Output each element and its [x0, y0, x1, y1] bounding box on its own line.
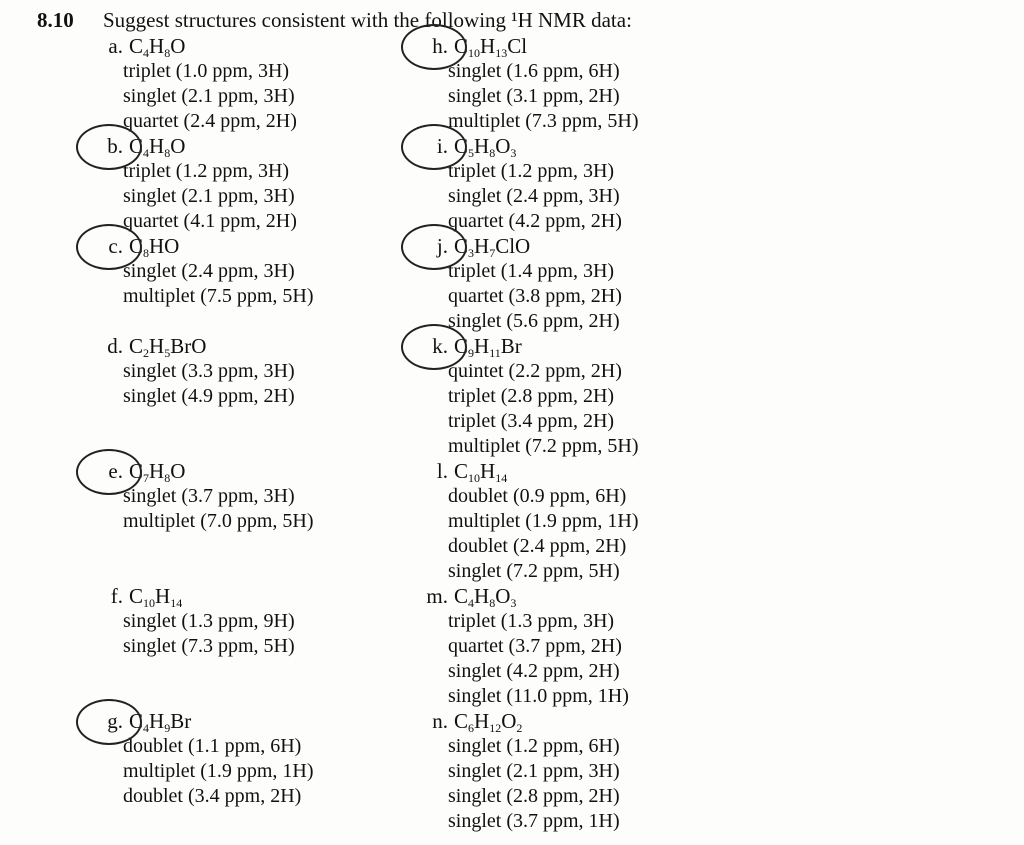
nmr-signal: singlet (3.3 ppm, 3H): [123, 360, 295, 382]
nmr-signal: multiplet (7.0 ppm, 5H): [123, 510, 314, 532]
molecular-formula: $C_6H_{12}O_2$: [454, 709, 523, 735]
nmr-signal: singlet (2.1 ppm, 3H): [123, 185, 295, 207]
problem-i: [415, 134, 622, 234]
molecular-formula: $C_9H_{11}Br$: [454, 334, 522, 360]
nmr-signal: singlet (3.7 ppm, 3H): [123, 485, 295, 507]
problem-n-header: [415, 709, 620, 734]
problem-c: [90, 234, 314, 309]
nmr-signal: quintet (2.2 ppm, 2H): [448, 360, 622, 382]
problem-number: 8.10: [37, 8, 74, 32]
nmr-signal: singlet (2.4 ppm, 3H): [448, 185, 620, 207]
nmr-signal: doublet (1.1 ppm, 6H): [123, 735, 302, 757]
problem-label: i.: [436, 134, 448, 158]
problem-f-header: [90, 584, 295, 609]
problem-g-header: [90, 709, 314, 734]
problem-e-header: [90, 459, 314, 484]
molecular-formula: $C_{10}H_{14}$: [129, 584, 183, 610]
problem-i-header: [415, 134, 622, 159]
problem-e: [90, 459, 314, 534]
nmr-signal: quartet (2.4 ppm, 2H): [123, 110, 297, 132]
nmr-signal: singlet (4.9 ppm, 2H): [123, 385, 295, 407]
nmr-signal: multiplet (7.2 ppm, 5H): [448, 435, 639, 457]
problem-j-header: [415, 234, 622, 259]
problem-h-header: [415, 34, 639, 59]
problem-label: d.: [107, 334, 123, 358]
nmr-signal: triplet (1.3 ppm, 3H): [448, 610, 615, 632]
nmr-signal: singlet (3.7 ppm, 1H): [448, 810, 620, 832]
problem-label: g.: [107, 709, 123, 733]
nmr-signal: singlet (1.6 ppm, 6H): [448, 60, 620, 82]
nmr-signal: doublet (2.4 ppm, 2H): [448, 535, 627, 557]
problem-k-header: [415, 334, 639, 359]
nmr-signal: singlet (1.2 ppm, 6H): [448, 735, 620, 757]
problem-l: [415, 459, 639, 584]
nmr-signal: multiplet (7.5 ppm, 5H): [123, 285, 314, 307]
problem-n: [415, 709, 620, 834]
nmr-signal: triplet (1.2 ppm, 3H): [448, 160, 615, 182]
problem-c-header: [90, 234, 314, 259]
molecular-formula: $C_{10}H_{13}Cl$: [454, 34, 528, 60]
nmr-signal: singlet (7.3 ppm, 5H): [123, 635, 295, 657]
nmr-signal: doublet (0.9 ppm, 6H): [448, 485, 627, 507]
nmr-signal: singlet (3.1 ppm, 2H): [448, 85, 620, 107]
problem-label: l.: [436, 459, 448, 483]
nmr-signal: quartet (3.7 ppm, 2H): [448, 635, 622, 657]
nmr-signal: singlet (7.2 ppm, 5H): [448, 560, 620, 582]
problem-k: [415, 334, 639, 459]
problem-d: [90, 334, 295, 409]
molecular-formula: $C_2H_5BrO$: [129, 334, 207, 360]
molecular-formula: $C_{10}H_{14}$: [454, 459, 508, 485]
problem-label: m.: [426, 584, 448, 608]
problem-b-header: [90, 134, 297, 159]
nmr-signal: triplet (1.0 ppm, 3H): [123, 60, 290, 82]
nmr-signal: singlet (4.2 ppm, 2H): [448, 660, 620, 682]
problem-g: [90, 709, 314, 809]
nmr-signal: multiplet (1.9 ppm, 1H): [123, 760, 314, 782]
molecular-formula: $C_8HO$: [129, 234, 180, 260]
problem-label: h.: [432, 34, 448, 58]
nmr-signal: quartet (4.1 ppm, 2H): [123, 210, 297, 232]
nmr-signal: singlet (2.8 ppm, 2H): [448, 785, 620, 807]
molecular-formula: $C_5H_8O_3$: [454, 134, 517, 160]
molecular-formula: $C_4H_8O$: [129, 134, 186, 160]
problem-label: b.: [107, 134, 123, 158]
nmr-signal: triplet (2.8 ppm, 2H): [448, 385, 615, 407]
problem-label: a.: [108, 34, 123, 58]
problem-label: e.: [108, 459, 123, 483]
nmr-signal: singlet (5.6 ppm, 2H): [448, 310, 620, 332]
nmr-signal: multiplet (7.3 ppm, 5H): [448, 110, 639, 132]
nmr-signal: multiplet (1.9 ppm, 1H): [448, 510, 639, 532]
nmr-signal: singlet (2.1 ppm, 3H): [448, 760, 620, 782]
problem-label: j.: [436, 234, 448, 258]
molecular-formula: $C_4H_8O$: [129, 34, 186, 60]
nmr-signal: doublet (3.4 ppm, 2H): [123, 785, 302, 807]
nmr-signal: quartet (4.2 ppm, 2H): [448, 210, 622, 232]
problem-j: [415, 234, 622, 334]
problem-label: f.: [110, 584, 123, 608]
problem-f: [90, 584, 295, 659]
nmr-signal: triplet (1.2 ppm, 3H): [123, 160, 290, 182]
nmr-signal: singlet (11.0 ppm, 1H): [448, 685, 629, 707]
molecular-formula: $C_4H_9Br$: [129, 709, 192, 735]
nmr-signal: triplet (1.4 ppm, 3H): [448, 260, 615, 282]
problem-a: [90, 34, 297, 134]
problem-m-header: [415, 584, 629, 609]
problem-a-header: [90, 34, 297, 59]
problem-m: [415, 584, 629, 709]
nmr-signal: singlet (1.3 ppm, 9H): [123, 610, 295, 632]
nmr-signal: singlet (2.4 ppm, 3H): [123, 260, 295, 282]
molecular-formula: $C_7H_8O$: [129, 459, 186, 485]
molecular-formula: $C_4H_8O_3$: [454, 584, 517, 610]
problem-label: n.: [432, 709, 448, 733]
problem-label: c.: [108, 234, 123, 258]
nmr-signal: quartet (3.8 ppm, 2H): [448, 285, 622, 307]
nmr-signal: triplet (3.4 ppm, 2H): [448, 410, 615, 432]
problem-label: k.: [432, 334, 448, 358]
nmr-signal: singlet (2.1 ppm, 3H): [123, 85, 295, 107]
problem-d-header: [90, 334, 295, 359]
problem-instruction: Suggest structures consistent with the following ¹H NMR data:: [103, 8, 632, 32]
problem-l-header: [415, 459, 639, 484]
problem-h: [415, 34, 639, 134]
problem-b: [90, 134, 297, 234]
molecular-formula: $C_3H_7ClO$: [454, 234, 531, 260]
